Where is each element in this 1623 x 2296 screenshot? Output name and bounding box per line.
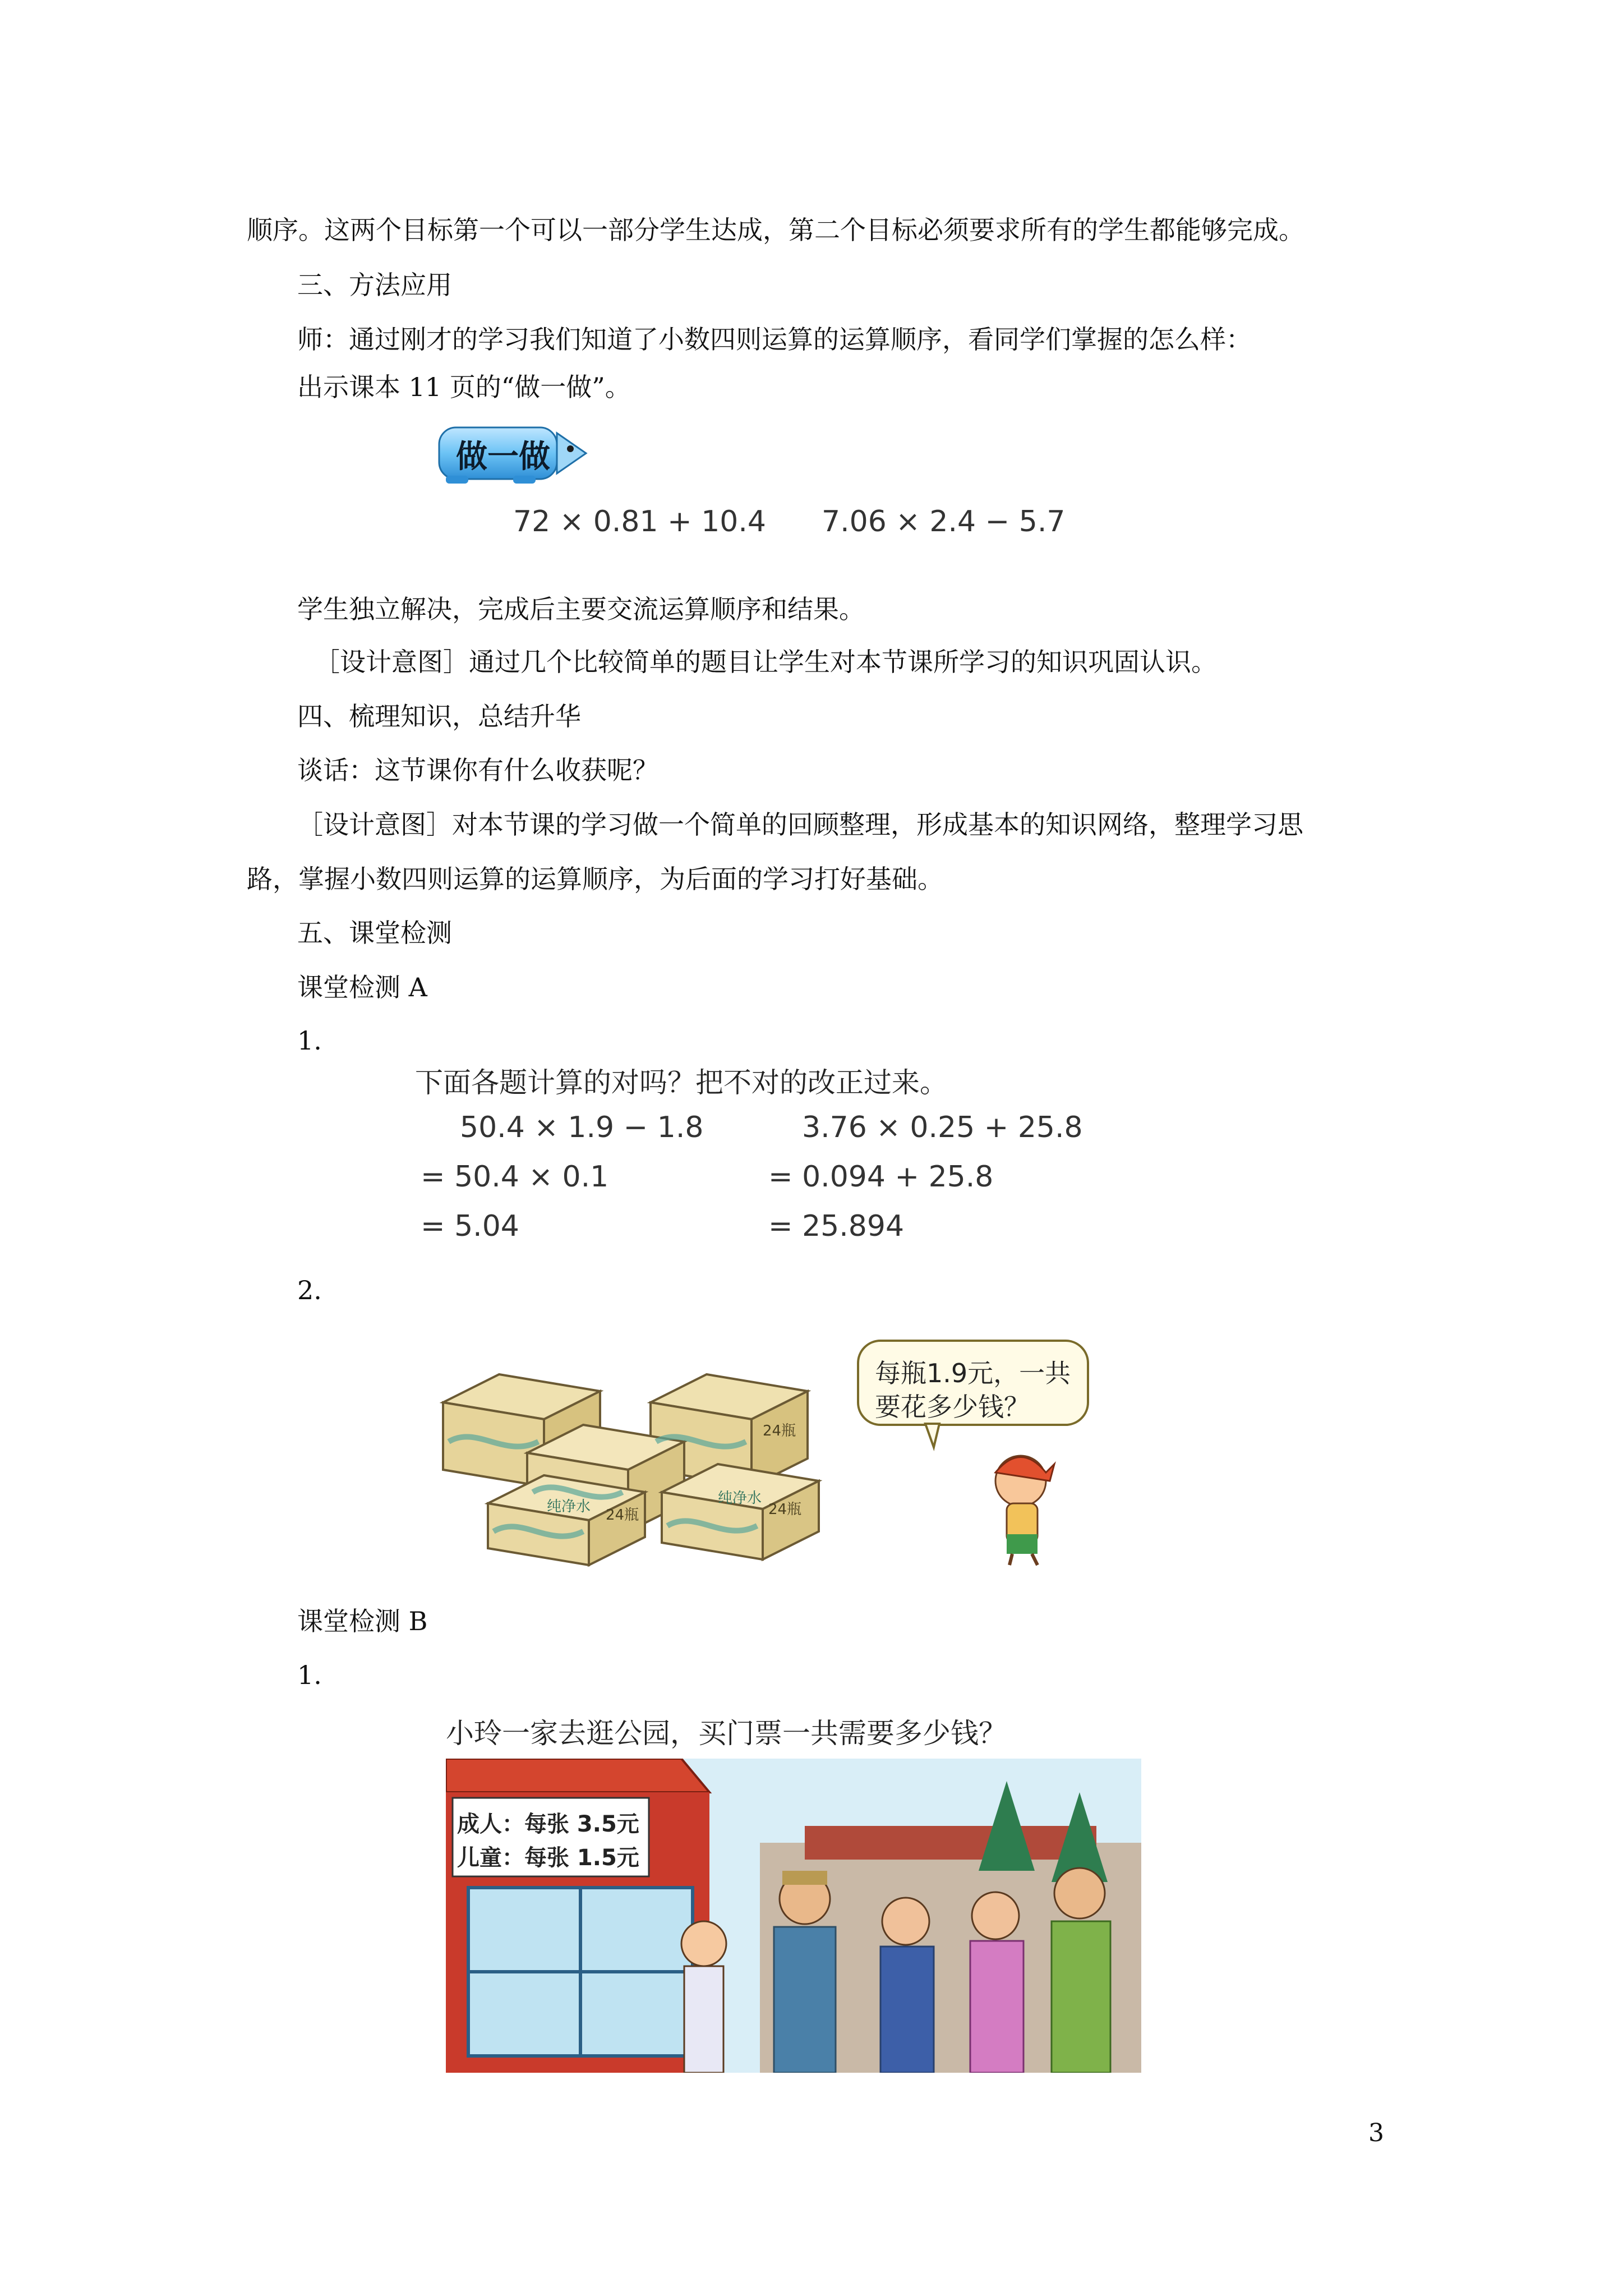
water-boxes-figure bbox=[426, 1335, 1122, 1571]
section-heading: 三、方法应用 bbox=[297, 270, 452, 300]
correction-exercise-figure bbox=[415, 1060, 1110, 1245]
calc-left-line3: = 5.04 bbox=[421, 1209, 519, 1243]
page-number: 3 bbox=[1368, 2119, 1384, 2147]
expression-left: 72 × 0.81 + 10.4 bbox=[513, 505, 766, 539]
subsection-heading: 课堂检测 A bbox=[297, 972, 427, 1002]
park-scene-illustration bbox=[446, 1759, 1141, 2073]
box-count-label: 24瓶 bbox=[606, 1507, 639, 1524]
expression-right: 7.06 × 2.4 − 5.7 bbox=[822, 505, 1066, 539]
calc-right-line3: = 25.894 bbox=[768, 1209, 905, 1243]
exercise-prompt: 下面各题计算的对吗？把不对的改正过来。 bbox=[415, 1066, 948, 1099]
text-line: 学生独立解决，完成后主要交流运算顺序和结果。 bbox=[297, 594, 865, 624]
box-label: 纯净水 bbox=[547, 1498, 591, 1515]
box-label: 纯净水 bbox=[718, 1490, 762, 1507]
do-it-figure bbox=[423, 421, 1141, 555]
text-line: 顺序。这两个目标第一个可以一部分学生达成，第二个目标必须要求所有的学生都能够完成。 bbox=[247, 215, 1304, 245]
calc-right-line2: = 0.094 + 25.8 bbox=[768, 1160, 994, 1194]
subsection-heading: 课堂检测 B bbox=[297, 1606, 428, 1636]
item-number: 2. bbox=[297, 1275, 322, 1305]
text-line: 出示课本 11 页的“做一做”。 bbox=[297, 372, 631, 402]
design-intent: ［设计意图］对本节课的学习做一个简单的回顾整理，形成基本的知识网络，整理学习思 bbox=[297, 809, 1303, 840]
calc-left-line2: = 50.4 × 0.1 bbox=[421, 1160, 609, 1194]
park-ticket-figure bbox=[446, 1711, 1141, 2076]
design-intent: ［设计意图］通过几个比较简单的题目让学生对本节课所学习的知识巩固认识。 bbox=[314, 647, 1217, 677]
item-number: 1. bbox=[297, 1025, 322, 1056]
price-child: 儿童：每张 1.5元 bbox=[457, 1845, 639, 1871]
section-heading: 五、课堂检测 bbox=[297, 918, 452, 948]
calc-left-line1: 50.4 × 1.9 − 1.8 bbox=[460, 1111, 704, 1144]
section-heading: 四、梳理知识，总结升华 bbox=[297, 701, 581, 731]
park-question: 小玲一家去逛公园，买门票一共需要多少钱？ bbox=[446, 1717, 1007, 1750]
calc-right-line1: 3.76 × 0.25 + 25.8 bbox=[802, 1111, 1083, 1144]
speech-bubble-text-line2: 要花多少钱？ bbox=[875, 1392, 1030, 1422]
do-it-badge-label: 做一做 bbox=[456, 439, 550, 475]
price-adult: 成人：每张 3.5元 bbox=[457, 1811, 639, 1837]
box-count-label: 24瓶 bbox=[768, 1501, 802, 1518]
box-count-label: 24瓶 bbox=[763, 1423, 796, 1439]
text-line: 路，掌握小数四则运算的运算顺序，为后面的学习打好基础。 bbox=[247, 864, 943, 894]
item-number: 1. bbox=[297, 1660, 322, 1690]
text-line: 师：通过刚才的学习我们知道了小数四则运算的运算顺序，看同学们掌握的怎么样： bbox=[297, 324, 1252, 355]
speech-bubble-text-line1: 每瓶1.9元，一共 bbox=[875, 1358, 1071, 1388]
text-line: 谈话：这节课你有什么收获呢？ bbox=[297, 755, 658, 785]
